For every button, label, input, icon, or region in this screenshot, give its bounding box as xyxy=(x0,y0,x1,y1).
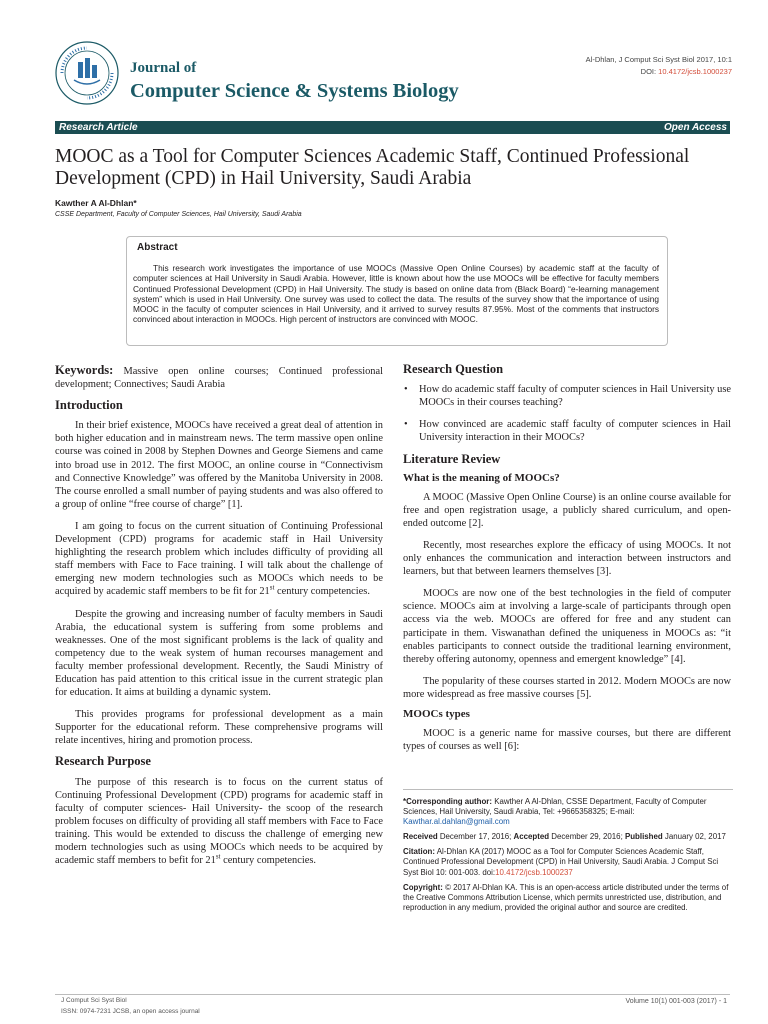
author-affiliation: CSSE Department, Faculty of Computer Sciences, Hail University, Saudi Arabia xyxy=(55,211,302,218)
article-type-bar xyxy=(55,121,730,134)
dates-line xyxy=(403,832,733,842)
abstract-box xyxy=(126,236,668,346)
introduction-heading: Introduction xyxy=(55,398,123,413)
corresponding-author-text: Kawther A Al-Dhlan, CSSE Department, Faculty of Computer Sciences, Hail University, Saudi Arabia, Tel: +9665358325; E-mail: xyxy=(403,797,707,817)
journal-name: Computer Science & Systems Biology xyxy=(130,80,459,102)
list-item: • How convinced are academic staff faculty of computer sciences in Hail University interaction in their MOOCs? xyxy=(403,418,731,444)
intro-paragraph-2-text: I am going to focus on the current situation of Continuing Professional Development (CPD) programs for academic staff in Hail University highlighting the research problem which includes difficulty of providing all staff members with Face to Face training. I will talk about the challenge of emerging new modern technologies such as MOOCs which needs to be acquired by academic staff members to be fit for 21 xyxy=(55,520,383,598)
citation-line: Al-Dhlan, J Comput Sci Syst Biol 2017, 10:1 xyxy=(585,55,732,64)
list-item: • How do academic staff faculty of computer sciences in Hail University use MOOCs in their courses teaching? xyxy=(403,383,731,409)
intro-paragraph-3: Despite the growing and increasing number of faculty members in Saudi Arabia, the educational system is suffering from some problems and weaknesses. One of the most significant problems is the lack of quality and competency due to the weak system of human recourses management and faculty member professional development. Recently, the Saudi Ministry of Education has paid attention to this critical issue in the current strategic plan for education. It aims at building a dynamic system. xyxy=(55,608,383,699)
copyright-label: Copyright: xyxy=(403,882,443,892)
intro-paragraph-4: This provides programs for professional development as a main Supporter for the educational reform. These comprehensive programs will relate incentives, hiring and promotion process. xyxy=(55,709,383,747)
footnote-divider xyxy=(403,789,733,790)
literature-paragraph-4: The popularity of these courses started in 2012. Modern MOOCs are now more widespread as free massive courses [5]. xyxy=(403,675,731,700)
meaning-heading: What is the meaning of MOOCs? xyxy=(403,471,560,484)
literature-paragraph-3: MOOCs are now one of the best technologies in the field of computer science. MOOCs aim at involving a large-scale of participants through open access via the web. MOOCs are offered for free and any student can participate in them. Viswanathan defined the uniqueness in MOOCs as: “it enables participants to connect outside the traditional learning environment, thereby offering autonomy, openness and emergent knowledge” [4]. xyxy=(403,588,731,665)
keywords xyxy=(55,364,383,391)
abstract-heading: Abstract xyxy=(137,242,178,253)
received-label: Received xyxy=(403,832,438,842)
corresponding-author-label: *Corresponding author: xyxy=(403,797,492,806)
citation-doi-link[interactable]: 10.4172/jcsb.1000237 xyxy=(495,867,573,877)
left-column xyxy=(55,364,383,867)
copyright-block xyxy=(403,883,733,913)
accepted-label: Accepted xyxy=(513,832,550,842)
open-access-label: Open Access xyxy=(664,122,727,133)
purpose-paragraph-text: The purpose of this research is to focus on the current status of Continuing Professional Development (CPD) programs for academic staff in faculty of computer sciences- Hail University- the scoop of the research problem focuses on difficulty of providing all staff members with Face to Face training. This would be extended to discuss the challenge of emerging new modern technologies such as using MOOCs which needs to be acquired by academic staff members to befit for 21 xyxy=(55,776,383,867)
moocs-types-paragraph: MOOC is a generic name for massive courses, but there are different types of courses as well [6]: xyxy=(403,728,731,753)
literature-review-heading: Literature Review xyxy=(403,452,501,467)
journal-of-label: Journal of xyxy=(130,60,197,76)
citation-label: Citation: xyxy=(403,847,435,857)
intro-paragraph-1: In their brief existence, MOOCs have received a great deal of attention in both higher education and in mainstream news. The term massive open online course was coined in 2008 by Stephen Downes and George Siemens and came into broad use in 2012. The first MOOC, an online course in “Connectivism and Connective Knowledge” was offered by the Manitoba University in 2008. The course enrolled a small number of paying students and was also offered to a group of online “free course of charge” [1]. xyxy=(55,420,383,510)
citation-block xyxy=(403,847,733,877)
accepted-date: December 29, 2016; xyxy=(549,832,625,842)
right-column xyxy=(403,363,731,753)
header-citation xyxy=(586,54,732,78)
literature-paragraph-2: Recently, most researches explore the efficacy of using MOOCs. It not only enhances the communication and interaction between instructors and learners, but that between learners themselves [3]. xyxy=(403,539,731,578)
footer-divider xyxy=(55,994,730,995)
citation-text: Al-Dhlan KA (2017) MOOC as a Tool for Computer Sciences Academic Staff, Continued Professional Development (CPD) in Hail University, Saudi Arabia. J Comput Sci Syst Biol 10: 001-003. doi: xyxy=(403,847,719,877)
article-title: MOOC as a Tool for Computer Sciences Academic Staff, Continued Professional Development (CPD) in Hail University, Saudi Arabia xyxy=(55,146,690,189)
copyright-text: © 2017 Al-Dhlan KA. This is an open-access article distributed under the terms of the Creative Commons Attribution License, which permits unrestricted use, distribution, and reproduction in any medium, provided the original author and source are credited. xyxy=(403,882,729,912)
published-label: Published xyxy=(624,832,663,842)
abstract-text: This research work investigates the importance of use MOOCs (Massive Open Online Courses) by academic staff at the faculty of computer sciences at Hail University in Saudi Arabia. However, little is known about how the use MOOCs will be effective for faculty members Continued Professional Development (CPD) in Hail University. The study is based on online data from (Black Board) “e-learning management system” which is used in Hail University. One survey was used to collect the data. The results of the survey show that the importance of using MOOC in the faculty of computer sciences in Hail University, and it arrived to survey results 87.95%. Most of the comments that instructors convinced about interaction in MOOCs. High percent of instructors are convinced with MOOC. xyxy=(133,263,659,325)
research-question-list xyxy=(403,383,731,444)
keywords-text: Massive open online courses; Continued professional development; Connectives; Saudi Arabia xyxy=(55,366,383,391)
purpose-paragraph xyxy=(55,776,383,868)
footer-journal-abbrev: J Comput Sci Syst Biol xyxy=(61,997,127,1004)
keywords-label: Keywords: xyxy=(55,363,114,377)
doi-label: DOI: xyxy=(640,67,659,76)
received-date: December 17, 2016; xyxy=(437,832,514,842)
footnotes xyxy=(403,797,733,918)
research-question-heading: Research Question xyxy=(403,362,504,376)
doi-line xyxy=(586,66,732,78)
author-name: Kawther A Al-Dhlan* xyxy=(55,198,137,208)
superscript: st xyxy=(215,852,221,861)
email-link[interactable]: Kawthar.al.dahlan@gmail.com xyxy=(403,817,510,827)
corresponding-author xyxy=(403,797,733,827)
intro-paragraph-2-end: century competencies. xyxy=(274,586,370,598)
superscript: st xyxy=(269,583,275,592)
footer-issn: ISSN: 0974-7231 JCSB, an open access journal xyxy=(61,1008,200,1015)
published-date: January 02, 2017 xyxy=(662,832,726,842)
literature-paragraph-1: A MOOC (Massive Open Online Course) is an online course available for free and open registration usage, a publicly shared curriculum, and open-ended outcome [2]. xyxy=(403,491,731,529)
article-type-label: Research Article xyxy=(59,122,138,133)
purpose-paragraph-end: century competencies. xyxy=(220,855,316,867)
doi-link[interactable]: 10.4172/jcsb.1000237 xyxy=(658,67,732,76)
moocs-types-heading: MOOCs types xyxy=(403,707,470,720)
footer-volume: Volume 10(1) 001-003 (2017) - 1 xyxy=(625,998,727,1005)
intro-paragraph-2 xyxy=(55,520,383,599)
journal-logo xyxy=(54,40,120,106)
research-purpose-heading: Research Purpose xyxy=(55,754,151,769)
